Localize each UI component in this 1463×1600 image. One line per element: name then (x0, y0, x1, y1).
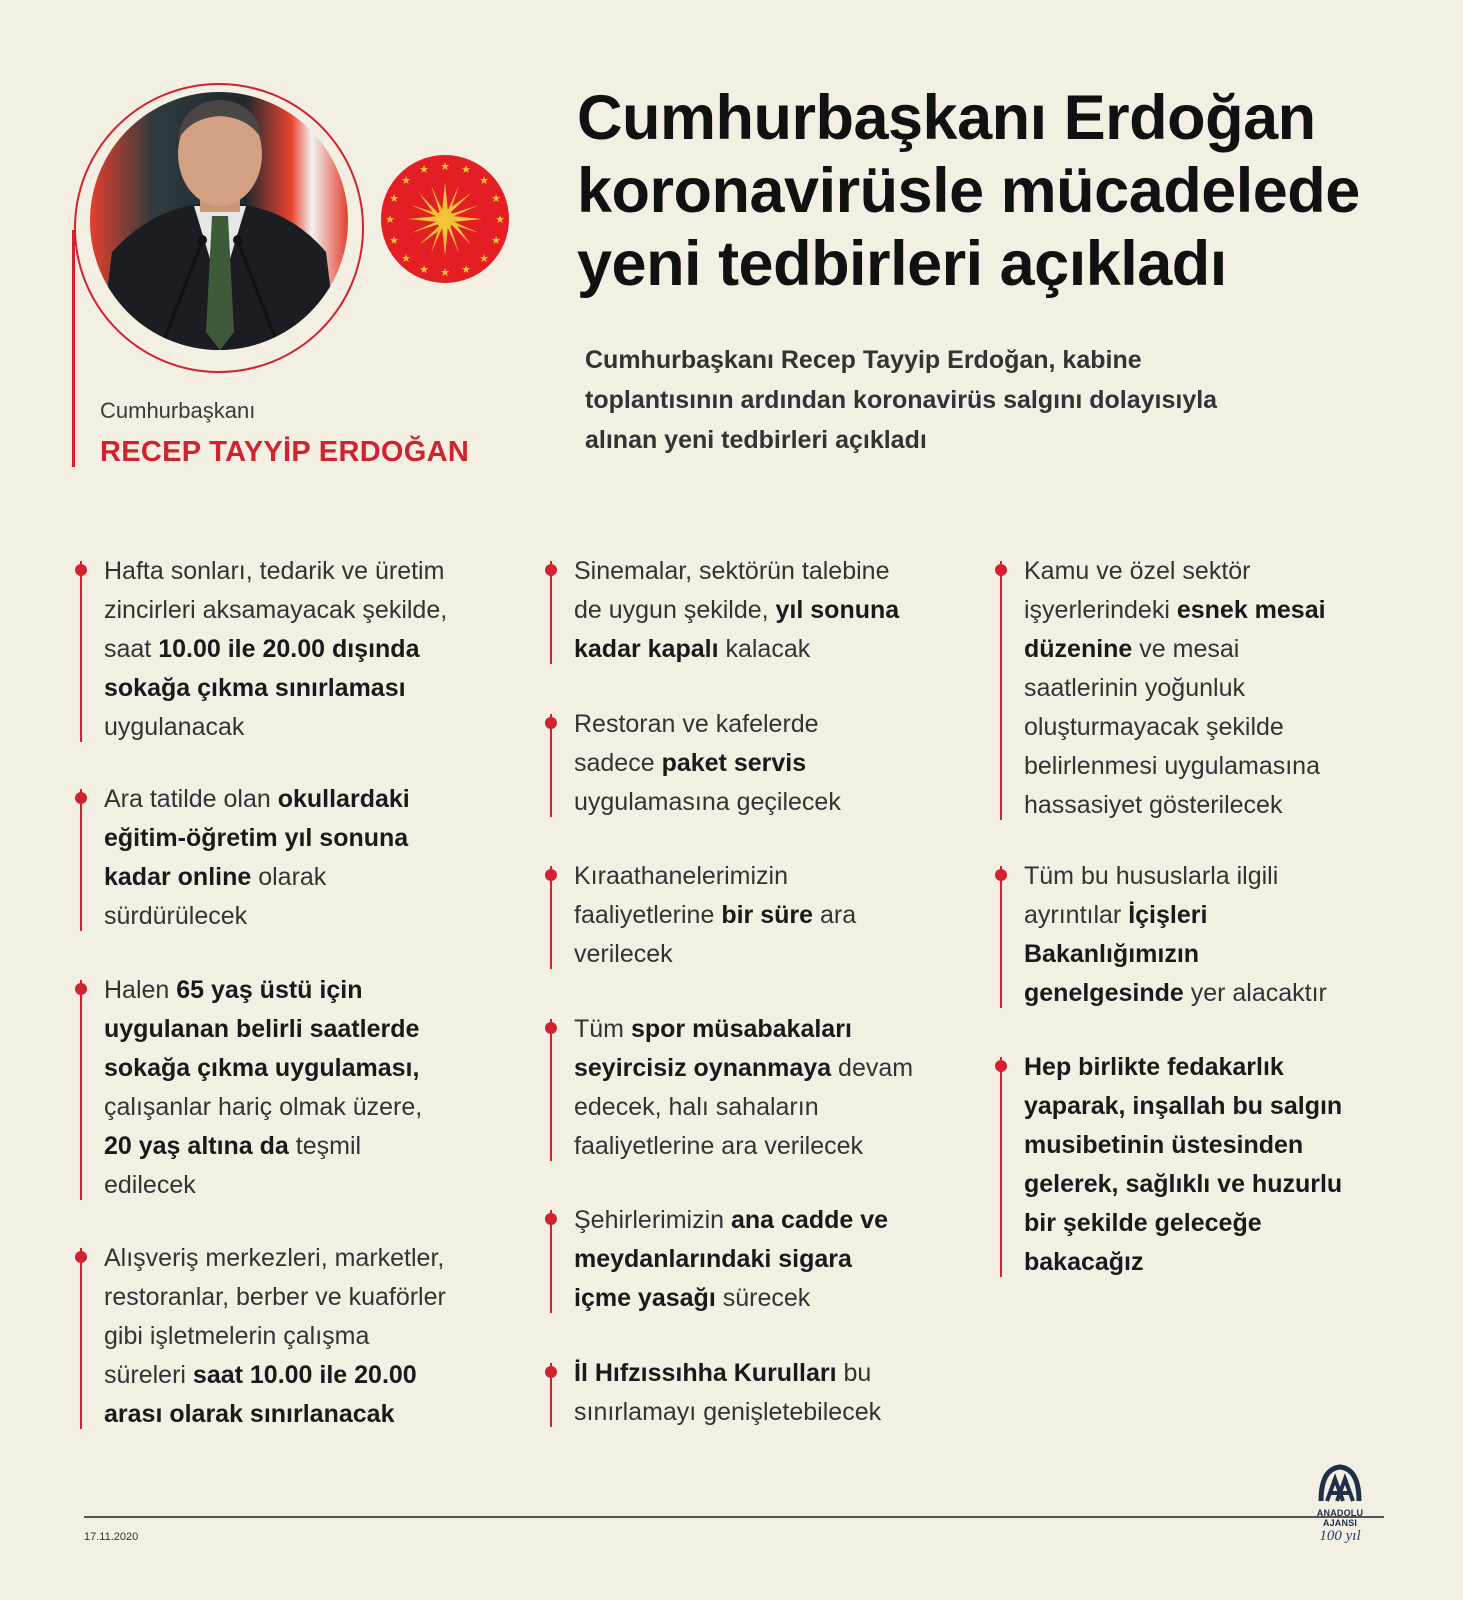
emphasis-text: bir süre (721, 901, 814, 929)
emphasis-text: Bakanlığımızın (1024, 940, 1200, 968)
measure-line (1024, 1165, 1342, 1204)
measure-text (574, 857, 856, 974)
plain-text: olarak (251, 863, 327, 891)
emphasis-text: kadar online (104, 863, 252, 891)
bullet-dot-icon (545, 1022, 557, 1034)
plain-text: Restoran ve kafelerde (574, 710, 819, 738)
emphasis-text: gelerek, sağlıklı ve huzurlu (1024, 1170, 1343, 1198)
svg-text:★: ★ (419, 263, 429, 276)
measure-line (574, 857, 856, 896)
bullet-dot-icon (75, 1251, 87, 1263)
bullet-line (1000, 1057, 1002, 1277)
measure-item (80, 971, 422, 1205)
measure-line (1024, 1048, 1342, 1087)
emphasis-text: spor müsabakaları (630, 1015, 852, 1043)
emphasis-text: esnek mesai (1176, 596, 1326, 624)
emphasis-text: Hep birlikte fedakarlık (1024, 1053, 1284, 1081)
measure-line (104, 630, 447, 669)
plain-text: süreleri (104, 1361, 193, 1389)
svg-text:★: ★ (491, 234, 501, 247)
title-line: koronavirüsle mücadelede (577, 156, 1360, 226)
plain-text: edilecek (104, 1171, 196, 1199)
measure-line (574, 1127, 913, 1166)
measure-line (1024, 974, 1327, 1013)
measure-line (104, 971, 422, 1010)
measure-line (1024, 1204, 1342, 1243)
measure-line (574, 552, 899, 591)
bullet-line (550, 714, 552, 817)
plain-text: gibi işletmelerin çalışma (104, 1322, 370, 1350)
measure-line (104, 858, 410, 897)
measure-line (104, 1239, 446, 1278)
measure-line (1024, 786, 1326, 825)
measure-line (104, 1010, 422, 1049)
emphasis-text: 10.00 ile 20.00 dışında (158, 635, 420, 663)
measure-line (1024, 1087, 1342, 1126)
plain-text: teşmil (288, 1132, 362, 1160)
emphasis-text: ana cadde ve (730, 1206, 889, 1234)
page-title (577, 82, 1417, 301)
bullet-dot-icon (545, 717, 557, 729)
bullet-dot-icon (545, 869, 557, 881)
bullet-dot-icon (75, 564, 87, 576)
measure-line (1024, 896, 1327, 935)
measure-line (574, 1088, 913, 1127)
emphasis-text: sokağa çıkma uygulaması, (104, 1054, 420, 1082)
measure-line (574, 630, 899, 669)
measure-item (550, 552, 899, 669)
measure-line (104, 780, 410, 819)
plain-text: faaliyetlerine (574, 901, 722, 929)
plain-text: sınırlamayı genişletebilecek (574, 1398, 882, 1426)
measure-text (104, 780, 410, 936)
bullet-dot-icon (75, 983, 87, 995)
plain-text: sürdürülecek (104, 902, 248, 930)
bullet-line (1000, 561, 1002, 820)
measure-item (550, 857, 856, 974)
svg-text:★: ★ (479, 252, 489, 265)
plain-text: zincirleri aksamayacak şekilde, (104, 596, 448, 624)
person-role: Cumhurbaşkanı (100, 398, 256, 423)
measure-line (574, 1010, 913, 1049)
emphasis-text: kadar kapalı (574, 635, 719, 663)
measure-line (574, 935, 856, 974)
measure-line (1024, 591, 1326, 630)
emphasis-text: paket servis (661, 749, 807, 777)
bullet-dot-icon (995, 1060, 1007, 1072)
plain-text: yer alacaktır (1183, 979, 1327, 1007)
plain-text: uygulanacak (104, 713, 245, 741)
measure-line (574, 591, 899, 630)
emphasis-text: düzenine (1024, 635, 1133, 663)
emphasis-text: musibetinin üstesinden (1024, 1131, 1304, 1159)
plain-text: Şehirlerimizin (574, 1206, 731, 1234)
plain-text: kalacak (718, 635, 811, 663)
measure-text (1024, 552, 1326, 825)
lead-line: Cumhurbaşkanı Recep Tayyip Erdoğan, kabine (585, 346, 1142, 374)
measure-line (104, 552, 447, 591)
plain-text: verilecek (574, 940, 673, 968)
footer-divider (84, 1516, 1384, 1518)
measure-line (104, 669, 447, 708)
measure-item (550, 705, 841, 822)
plain-text: Alışveriş merkezleri, marketler, (104, 1244, 445, 1272)
plain-text: Kıraathanelerimizin (574, 862, 788, 890)
measure-line (574, 1201, 888, 1240)
bullet-dot-icon (995, 869, 1007, 881)
measure-line (1024, 935, 1327, 974)
measure-line (104, 1127, 422, 1166)
title-line: Cumhurbaşkanı Erdoğan (577, 83, 1316, 153)
emphasis-text: uygulanan belirli saatlerde (104, 1015, 420, 1043)
bullet-line (550, 1019, 552, 1161)
plain-text: Ara tatilde olan (104, 785, 278, 813)
emphasis-text: arası olarak sınırlanacak (104, 1400, 395, 1428)
svg-text:★: ★ (401, 252, 411, 265)
plain-text: uygulamasına geçilecek (574, 788, 841, 816)
bullet-dot-icon (545, 1213, 557, 1225)
measure-text (574, 705, 841, 822)
svg-text:★: ★ (461, 263, 471, 276)
measure-line (574, 1354, 881, 1393)
measure-line (1024, 1126, 1342, 1165)
measure-line (104, 1317, 446, 1356)
measure-item (80, 1239, 446, 1434)
measure-line (1024, 669, 1326, 708)
measure-item (1000, 857, 1327, 1013)
bullet-line (80, 1248, 82, 1429)
measure-item (550, 1354, 881, 1432)
plain-text: ayrıntılar (1024, 901, 1129, 929)
plain-text: Sinemalar, sektörün talebine (574, 557, 890, 585)
plain-text: saat (104, 635, 159, 663)
svg-text:★: ★ (385, 213, 395, 226)
measure-line (104, 1049, 422, 1088)
plain-text: edecek, halı sahaların (574, 1093, 819, 1121)
measure-line (574, 896, 856, 935)
plain-text: bu (836, 1359, 872, 1387)
measure-line (104, 591, 447, 630)
logo-anniversary: 100 yıl (1319, 1528, 1361, 1544)
svg-text:★: ★ (495, 213, 505, 226)
lead-paragraph (585, 340, 1305, 460)
plain-text: oluşturmayacak şekilde (1024, 713, 1284, 741)
plain-text: işyerlerindeki (1024, 596, 1177, 624)
bullet-line (550, 1210, 552, 1313)
title-line: yeni tedbirleri açıkladı (577, 229, 1227, 299)
measure-line (574, 705, 841, 744)
measure-line (1024, 630, 1326, 669)
bullet-dot-icon (995, 564, 1007, 576)
measure-line (104, 1395, 446, 1434)
emphasis-text: bakacağız (1024, 1248, 1144, 1276)
svg-text:★: ★ (479, 174, 489, 187)
plain-text: sürecek (715, 1284, 811, 1312)
measure-text (104, 971, 422, 1205)
emphasis-text: seyircisiz oynanmaya (574, 1054, 832, 1082)
emphasis-text: saat 10.00 ile 20.00 (192, 1361, 417, 1389)
emphasis-text: meydanlarındaki sigara (574, 1245, 852, 1273)
svg-text:★: ★ (419, 163, 429, 176)
emphasis-text: İl Hıfzıssıhha Kurulları (574, 1359, 837, 1387)
measure-text (104, 552, 447, 747)
bullet-line (80, 561, 82, 742)
svg-text:★: ★ (401, 174, 411, 187)
plain-text: devam (831, 1054, 914, 1082)
svg-text:★: ★ (461, 163, 471, 176)
plain-text: ara (813, 901, 857, 929)
measure-item (1000, 1048, 1342, 1282)
lead-line: toplantısının ardından koronavirüs salgını dolayısıyla (585, 386, 1218, 414)
emphasis-text: içme yasağı (574, 1284, 716, 1312)
measure-line (574, 783, 841, 822)
emphasis-text: yaparak, inşallah bu salgın (1024, 1092, 1343, 1120)
measure-item (80, 780, 410, 936)
bullet-line (550, 561, 552, 664)
logo-name: ANADOLU AJANSI (1316, 1508, 1364, 1528)
measure-text (574, 1010, 913, 1166)
plain-text: Tüm (574, 1015, 631, 1043)
bullet-line (80, 789, 82, 931)
measure-line (104, 819, 410, 858)
publish-date: 17.11.2020 (84, 1531, 139, 1543)
measure-line (574, 1240, 888, 1279)
measure-text (574, 552, 899, 669)
measure-line (1024, 708, 1326, 747)
plain-text: Tüm bu hususlarla ilgili (1024, 862, 1279, 890)
emphasis-text: genelgesinde (1024, 979, 1184, 1007)
plain-text: faaliyetlerine ara verilecek (574, 1132, 864, 1160)
measure-line (104, 1278, 446, 1317)
svg-text:★: ★ (440, 160, 450, 173)
bullet-line (80, 980, 82, 1200)
measure-line (1024, 552, 1326, 591)
plain-text: hassasiyet gösterilecek (1024, 791, 1283, 819)
emphasis-text: bir şekilde geleceğe (1024, 1209, 1262, 1237)
emphasis-text: 20 yaş altına da (104, 1132, 289, 1160)
measure-line (574, 1049, 913, 1088)
measure-line (104, 1356, 446, 1395)
emphasis-text: eğitim-öğretim yıl sonuna (104, 824, 409, 852)
measure-item (550, 1010, 913, 1166)
svg-text:★: ★ (389, 192, 399, 205)
emphasis-text: sokağa çıkma sınırlaması (104, 674, 406, 702)
svg-text:★: ★ (440, 266, 450, 279)
measure-text (1024, 857, 1327, 1013)
measure-line (574, 744, 841, 783)
portrait-accent-line (72, 230, 75, 467)
measure-text (574, 1201, 888, 1318)
measure-text (104, 1239, 446, 1434)
measure-item (80, 552, 447, 747)
measure-line (104, 708, 447, 747)
plain-text: ve mesai (1132, 635, 1240, 663)
plain-text: Halen (104, 976, 177, 1004)
measure-line (104, 1088, 422, 1127)
plain-text: restoranlar, berber ve kuaförler (104, 1283, 446, 1311)
plain-text: Kamu ve özel sektör (1024, 557, 1251, 585)
measure-line (574, 1393, 881, 1432)
emphasis-text: 65 yaş üstü için (176, 976, 363, 1004)
measure-item (1000, 552, 1326, 825)
plain-text: de uygun şekilde, (574, 596, 776, 624)
measure-item (550, 1201, 888, 1318)
aa-logo-icon (1317, 1463, 1363, 1503)
portrait-photo (90, 92, 348, 350)
measure-line (574, 1279, 888, 1318)
emphasis-text: yıl sonuna (775, 596, 900, 624)
aa-logo (1300, 1463, 1380, 1545)
measure-line (1024, 747, 1326, 786)
bullet-line (550, 866, 552, 969)
measure-line (104, 897, 410, 936)
measure-text (574, 1354, 881, 1432)
bullet-line (1000, 866, 1002, 1008)
bullet-dot-icon (75, 792, 87, 804)
measure-line (1024, 857, 1327, 896)
plain-text: saatlerinin yoğunluk (1024, 674, 1245, 702)
emphasis-text: İçişleri (1128, 901, 1208, 929)
lead-line: alınan yeni tedbirleri açıkladı (585, 426, 927, 454)
presidential-seal-icon (380, 154, 510, 284)
measure-line (1024, 1243, 1342, 1282)
plain-text: Hafta sonları, tedarik ve üretim (104, 557, 445, 585)
measure-line (104, 1166, 422, 1205)
measure-text (1024, 1048, 1342, 1282)
bullet-dot-icon (545, 564, 557, 576)
plain-text: çalışanlar hariç olmak üzere, (104, 1093, 423, 1121)
svg-text:★: ★ (389, 234, 399, 247)
bullet-dot-icon (545, 1366, 557, 1378)
emphasis-text: okullardaki (277, 785, 410, 813)
plain-text: belirlenmesi uygulamasına (1024, 752, 1320, 780)
svg-text:★: ★ (491, 192, 501, 205)
plain-text: sadece (574, 749, 662, 777)
person-name: RECEP TAYYİP ERDOĞAN (100, 436, 470, 468)
